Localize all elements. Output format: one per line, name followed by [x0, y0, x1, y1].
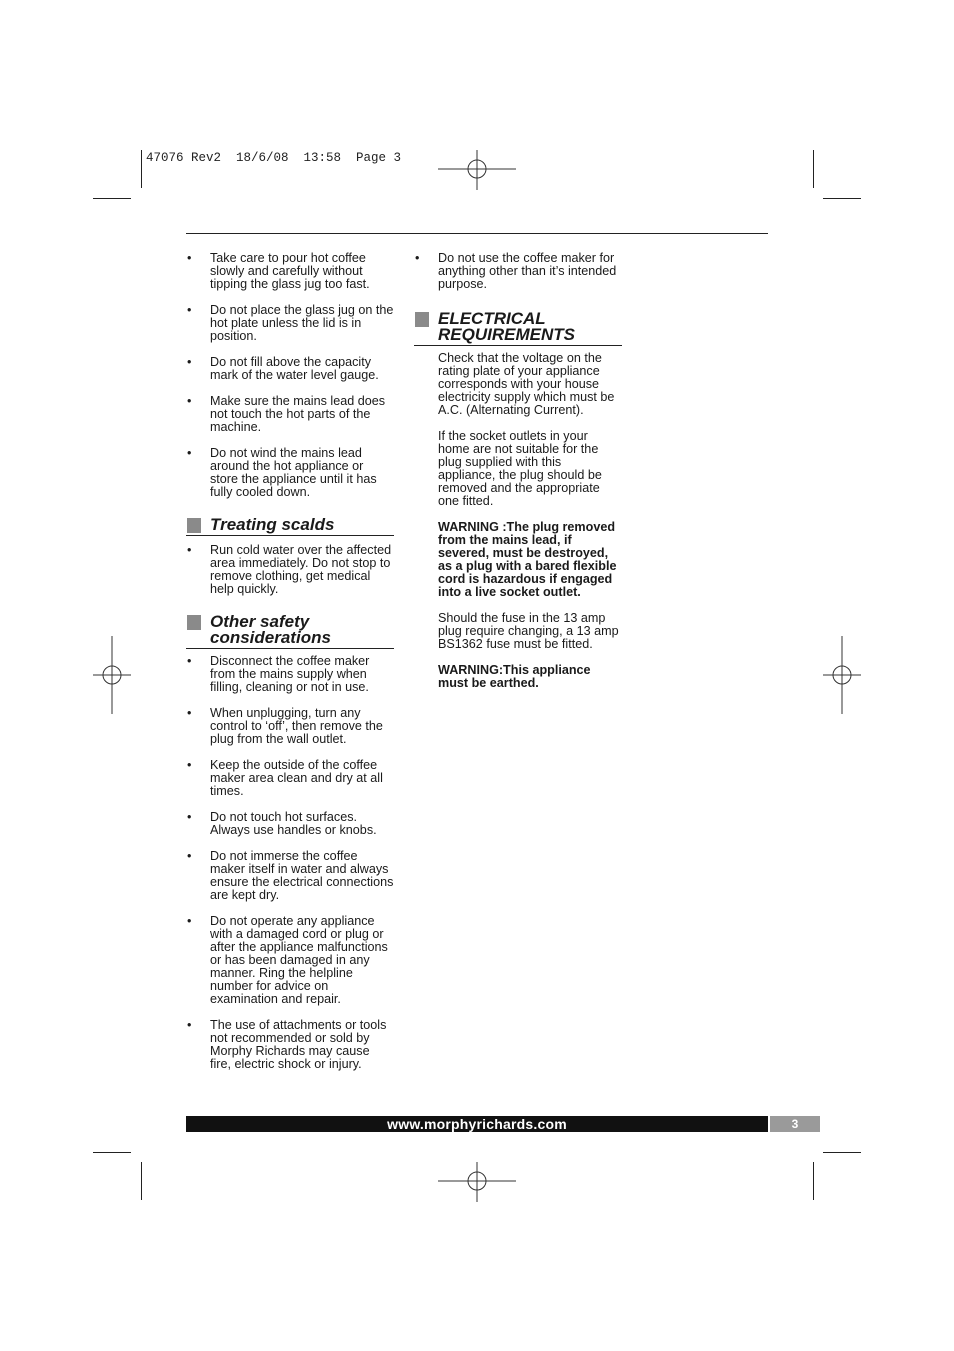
bullet-icon: • — [187, 654, 192, 668]
bullet-list-scalds — [186, 544, 394, 596]
bullet-icon: • — [187, 849, 192, 863]
paragraph-fuse: Should the fuse in the 13 amp plug require changing, a 13 amp BS1362 fuse must be fitted. — [438, 611, 619, 651]
list-item: • Do not wind the mains lead around the hot appliance or store the appliance until it has fully cooled down. — [187, 446, 377, 499]
registration-mark-icon — [93, 636, 131, 714]
page-number-tab — [770, 1116, 820, 1132]
bullet-icon: • — [187, 543, 192, 557]
crop-mark — [823, 1152, 861, 1153]
bullet-icon: • — [187, 355, 192, 369]
bullet-icon: • — [187, 394, 192, 408]
list-item: • Take care to pour hot coffee slowly and carefully without tipping the glass jug too fast. — [187, 251, 370, 291]
crop-mark — [813, 1162, 814, 1200]
list-item: • Keep the outside of the coffee maker area clean and dry at all times. — [187, 758, 383, 798]
list-item: • Do not immerse the coffee maker itself in water and always ensure the electrical connections are kept dry. — [187, 849, 394, 902]
warning-plug: WARNING :The plug removed from the mains lead, if severed, must be destroyed, as a plug with a bared flexible cord is hazardous if engaged into a live socket outlet. — [438, 520, 617, 599]
registration-mark-icon — [438, 150, 516, 190]
list-item: • Make sure the mains lead does not touch the hot parts of the machine. — [187, 394, 386, 434]
crop-mark — [141, 1162, 142, 1200]
bullet-icon: • — [187, 914, 192, 928]
list-item: • Do not fill above the capacity mark of the water level gauge. — [187, 355, 379, 382]
crop-mark — [93, 1152, 131, 1153]
bullet-icon: • — [187, 446, 192, 460]
list-item: • Do not place the glass jug on the hot plate unless the lid is in position. — [187, 303, 394, 343]
print-slug: 47076 Rev2 18/6/08 13:58 Page 3 — [146, 151, 402, 165]
left-column — [186, 252, 394, 1084]
list-item: • The use of attachments or tools not recommended or sold by Morphy Richards may cause fire, electric shock or injury. — [187, 1018, 387, 1071]
right-column — [414, 252, 622, 703]
top-rule — [186, 233, 768, 234]
bullet-icon: • — [187, 810, 192, 824]
crop-mark — [823, 198, 861, 199]
bullet-list-other — [186, 655, 394, 1071]
bullet-icon: • — [187, 303, 192, 317]
bullet-icon: • — [187, 251, 192, 265]
bullet-icon: • — [187, 758, 192, 772]
registration-mark-icon — [438, 1162, 516, 1202]
crop-mark — [141, 150, 142, 188]
heading-square-icon — [415, 312, 429, 327]
paragraph-voltage: Check that the voltage on the rating plate of your appliance corresponds with your house electricity supply which must be A.C. (Alternating Current). — [438, 351, 615, 417]
list-item: • Do not touch hot surfaces. Always use handles or knobs. — [187, 810, 377, 837]
crop-mark — [93, 198, 131, 199]
list-item: • Run cold water over the affected area immediately. Do not stop to remove clothing, get medical help quickly. — [187, 543, 392, 596]
warning-earth: WARNING:This appliance must be earthed. — [438, 663, 591, 690]
heading-square-icon — [187, 518, 201, 533]
heading-square-icon — [187, 615, 201, 630]
section-heading-electrical: ELECTRICAL REQUIREMENTS — [414, 311, 622, 346]
section-heading-other-safety: Other safety considerations — [186, 614, 394, 649]
crop-mark — [813, 150, 814, 188]
bullet-list-right — [414, 252, 622, 291]
bullet-list-top — [186, 252, 394, 499]
bullet-icon: • — [187, 1018, 192, 1032]
footer-website-bar — [186, 1116, 768, 1132]
website-url: www.morphyrichards.com — [387, 1116, 567, 1132]
list-item: • When unplugging, turn any control to ‘off’, then remove the plug from the wall outlet. — [187, 706, 383, 746]
list-item: • Do not use the coffee maker for anything other than it’s intended purpose. — [415, 251, 617, 291]
page-number: 3 — [791, 1117, 799, 1131]
registration-mark-icon — [823, 636, 861, 714]
paragraph-socket: If the socket outlets in your home are not suitable for the plug supplied with this appliance, the plug should be removed and the appropriate one fitted. — [438, 429, 602, 508]
list-item: • Disconnect the coffee maker from the mains supply when filling, cleaning or not in use. — [187, 654, 370, 694]
bullet-icon: • — [415, 251, 420, 265]
bullet-icon: • — [187, 706, 192, 720]
list-item: • Do not operate any appliance with a damaged cord or plug or after the appliance malfunctions or has been damaged in any manner. Ring the helpline number for advice on examination and repair. — [187, 914, 388, 1006]
section-heading-treating-scalds: Treating scalds — [186, 517, 394, 536]
